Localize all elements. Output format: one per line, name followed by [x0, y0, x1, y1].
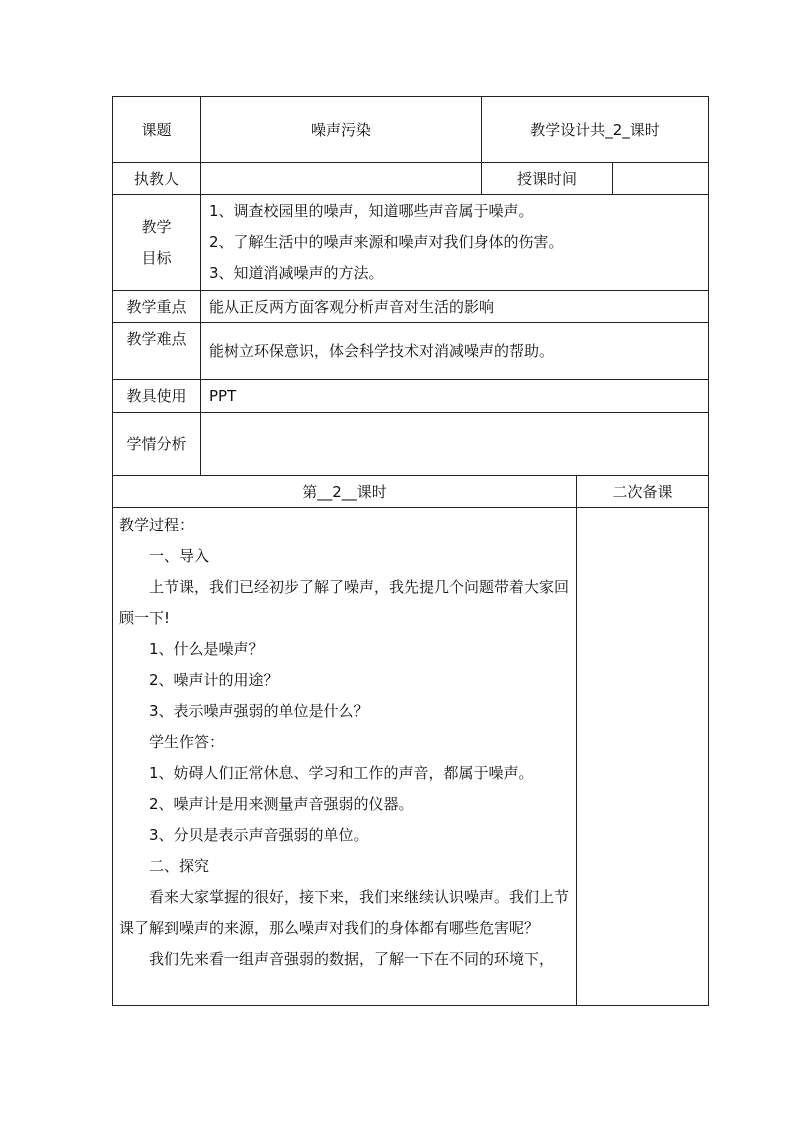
time-label: 授课时间: [482, 163, 613, 195]
goals-label-line1: 教学: [141, 217, 172, 236]
teaching-process: [113, 508, 577, 1006]
teacher-label: 执教人: [113, 163, 201, 195]
process-line: 二、探究: [149, 857, 210, 875]
row-teacher: [113, 163, 709, 195]
process-line: 学生作答：: [149, 733, 225, 751]
row-difficulty: [113, 323, 709, 380]
row-key-point: [113, 291, 709, 323]
row-analysis: [113, 413, 709, 476]
process-line: 3、表示噪声强弱的单位是什么？: [149, 702, 369, 720]
row-tools: [113, 380, 709, 413]
goals-list: [201, 195, 709, 291]
analysis-value: [201, 413, 709, 476]
process-line: 1、妨碍人们正常休息、学习和工作的声音，都属于噪声。: [149, 764, 534, 782]
tools-value: PPT: [201, 380, 709, 413]
difficulty-value: 能树立环保意识，体会科学技术对消减噪声的帮助。: [201, 323, 709, 380]
topic-label: 课题: [113, 97, 201, 163]
key-point-label: 教学重点: [113, 291, 201, 323]
difficulty-label: 教学难点: [113, 323, 201, 380]
process-line: 我们先来看一组声音强弱的数据，了解一下在不同的环境下，: [149, 950, 555, 968]
second-prep-notes: [577, 508, 709, 1006]
process-line: 3、分贝是表示声音强弱的单位。: [149, 826, 369, 844]
tools-label: 教具使用: [113, 380, 201, 413]
goals-label: [113, 195, 201, 291]
goal-item: 1、调查校园里的噪声，知道哪些声音属于噪声。: [209, 202, 534, 220]
goals-label-line2: 目标: [141, 248, 172, 267]
row-process: [113, 508, 709, 1006]
row-topic: [113, 97, 709, 163]
process-line: 一、导入: [149, 547, 210, 565]
process-line: 2、噪声计的用途？: [149, 671, 279, 689]
design-note: 教学设计共_2_课时: [482, 97, 709, 163]
lesson-title: 第__2__课时: [113, 476, 577, 508]
row-lesson-header: [113, 476, 709, 508]
process-line: 上节课，我们已经初步了解了噪声，我先提几个问题带着大家回顾一下!: [119, 578, 570, 627]
time-value: [613, 163, 709, 195]
teacher-value: [201, 163, 482, 195]
goal-item: 3、知道消减噪声的方法。: [209, 264, 384, 282]
process-line: 1、什么是噪声？: [149, 640, 264, 658]
process-heading: 教学过程：: [119, 516, 195, 534]
topic-value: 噪声污染: [201, 97, 482, 163]
process-line: 2、噪声计是用来测量声音强弱的仪器。: [149, 795, 414, 813]
goal-item: 2、了解生活中的噪声来源和噪声对我们身体的伤害。: [209, 233, 564, 251]
lesson-plan-table: [112, 96, 709, 1006]
second-prep-title: 二次备课: [577, 476, 709, 508]
process-line: 看来大家掌握的很好，接下来，我们来继续认识噪声。我们上节课了解到噪声的来源，那么噪声对我们的身体都有哪些危害呢？: [119, 888, 570, 937]
row-goals: [113, 195, 709, 291]
key-point-value: 能从正反两方面客观分析声音对生活的影响: [201, 291, 709, 323]
analysis-label: 学情分析: [113, 413, 201, 476]
